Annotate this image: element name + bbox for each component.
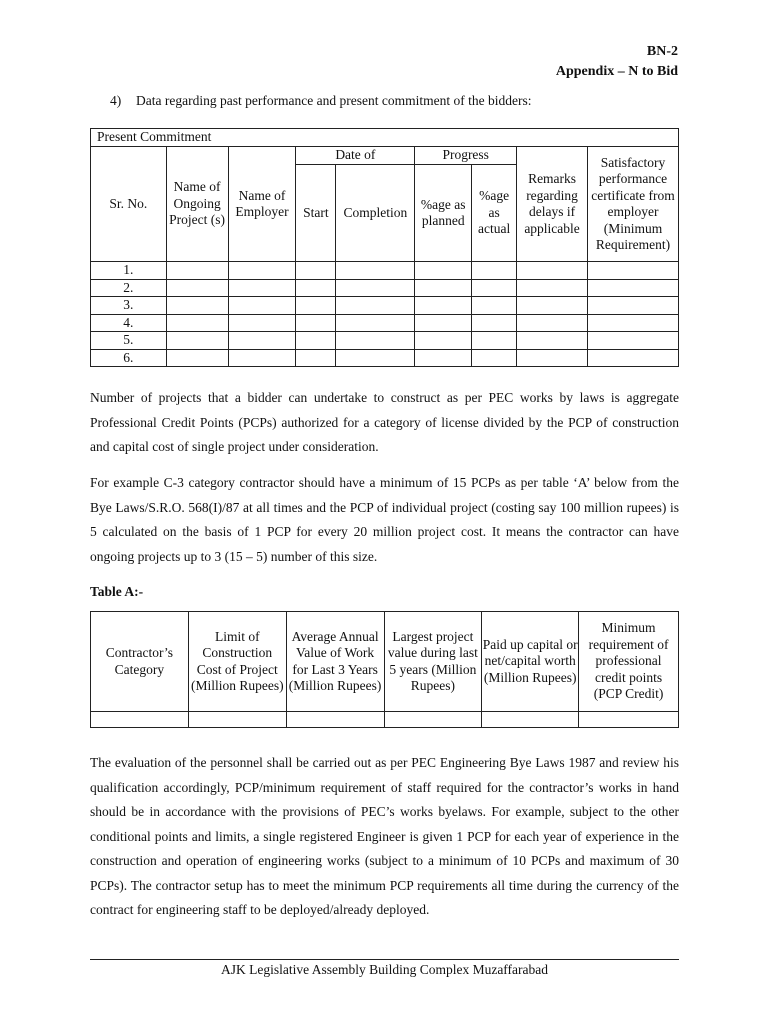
col-header-start: Start — [296, 165, 336, 262]
table-row — [91, 314, 679, 332]
section-text: Data regarding past performance and present commitment of the bidders: — [136, 93, 532, 108]
table-row — [91, 349, 679, 367]
table-row — [91, 279, 679, 297]
paragraph-example: For example C-3 category contractor should have a minimum of 15 PCPs as per table ‘A’ below from the Bye Laws/S.R.O. 568(I)/87 at all times and the PCP of individual project (costing say 100 million rupees) is 5 calculated on the basis of 1 PCP for every 20 million project cost. It means the contractor can have ongoing projects up to 3 (15 – 5) number of this size. — [90, 475, 679, 564]
table-a — [90, 611, 679, 728]
row-number: 3. — [91, 297, 167, 315]
col-header-sr-no: Sr. No. — [91, 147, 167, 262]
col-group-date: Date of — [296, 147, 415, 165]
table-caption: Present Commitment — [91, 129, 679, 147]
col-header-certificate: Satisfactory performance certificate from employer (Minimum Requirement) — [588, 147, 679, 262]
footer-divider — [90, 959, 679, 960]
row-number: 4. — [91, 314, 167, 332]
table-row — [91, 712, 679, 728]
row-number: 2. — [91, 279, 167, 297]
col-header-employer: Name of Employer — [228, 147, 296, 262]
col-header-project-name: Name of Ongoing Project (s) — [166, 147, 228, 262]
table-row — [91, 297, 679, 315]
section-heading — [110, 93, 531, 109]
paragraph-project-capacity: Number of projects that a bidder can undertake to construct as per PEC works by laws is aggregate Professional Credit Points (PCPs) authorized for a category of license divided by the PCP of construction and capital cost of single project under consideration. — [90, 390, 679, 454]
col-header-construction-limit: Limit of Construction Cost of Project (Million Rupees) — [188, 612, 286, 712]
table-row — [91, 332, 679, 350]
table-row — [91, 262, 679, 280]
col-header-paid-capital: Paid up capital or net/capital worth (Million Rupees) — [482, 612, 579, 712]
col-header-completion: Completion — [336, 165, 415, 262]
col-header-min-pcp: Minimum requirement of professional credit points (PCP Credit) — [579, 612, 679, 712]
col-header-actual: %age as actual — [472, 165, 517, 262]
present-commitment-table — [90, 128, 679, 367]
row-number: 6. — [91, 349, 167, 367]
footer-text: AJK Legislative Assembly Building Complex Muzaffarabad — [220, 962, 549, 977]
table-a-label: Table A:- — [90, 584, 144, 599]
appendix-title: Appendix – N to Bid — [555, 64, 678, 79]
paragraph-personnel-evaluation: The evaluation of the personnel shall be carried out as per PEC Engineering Bye Laws 1987 and review his qualification accordingly, PCP/minimum requirement of staff required for the contractor’s works in hand should be in accordance with the provisions of PEC’s works byelaws. For example, subject to the other conditional points and limits, a single registered Engineer is given 1 PCP for each year of experience in the construction and operation of engineering works (subject to a minimum of 10 PCPs and maximum of 30 PCPs). The contractor setup has to meet the minimum PCP requirements all time during the currency of the contract for engineering staff to be deployed/already deployed. — [90, 755, 679, 917]
row-number: 5. — [91, 332, 167, 350]
col-header-annual-value: Average Annual Value of Work for Last 3 Years (Million Rupees) — [286, 612, 384, 712]
col-group-progress: Progress — [415, 147, 517, 165]
document-code: BN-2 — [646, 44, 678, 59]
row-number: 1. — [91, 262, 167, 280]
col-header-largest-project: Largest project value during last 5 years (Million Rupees) — [384, 612, 482, 712]
section-number: 4) — [110, 93, 122, 108]
col-header-planned: %age as planned — [415, 165, 472, 262]
col-header-remarks: Remarks regarding delays if applicable — [517, 147, 588, 262]
col-header-category: Contractor’s Category — [91, 612, 189, 712]
